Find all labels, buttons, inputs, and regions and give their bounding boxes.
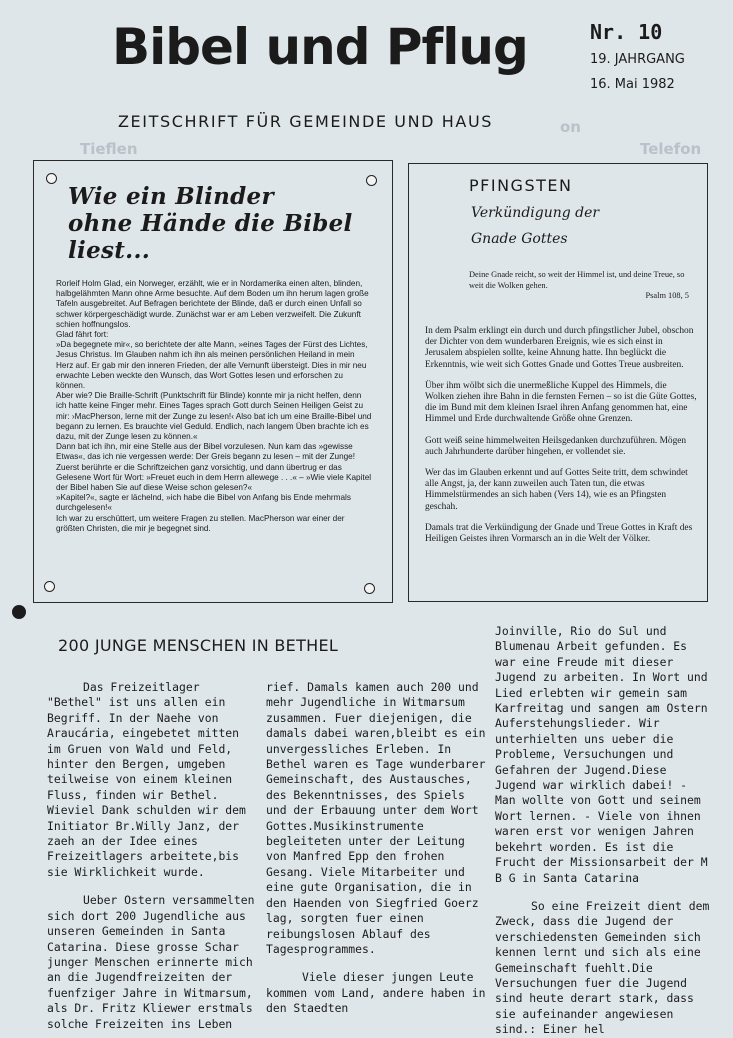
paragraph: Das Freizeitlager "Bethel" ist uns allen ein Begriff. In der Naehe von Araucária, eingebetet mitten im Gruen von Wald und Feld, hinter den Bergen, umgeben teilweise von einem kleinen Fluss, finden wir Bethel. Wieviel Dank schulden wir dem Initiator Br.Willy Janz, der zaeh an der Idee eines Freizeitlagers arbeitete,bis sie Wirklichkeit wurde. [47,680,246,879]
pfingsten-body [425,326,697,555]
bleed-through-text: Telefon [640,140,702,158]
bleed-through-text: Tieflen [80,140,138,158]
ring-ornament-icon [46,173,57,184]
ring-ornament-icon [44,581,55,592]
paragraph: Glad fährt fort: [56,330,109,340]
paragraph: Viele dieser jungen Leute kommen vom Land, andere haben in den Staedten [266,970,486,1016]
masthead-title: Bibel und Pflug [112,18,528,76]
pfingsten-motto [469,270,689,302]
paragraph: »Da begegnete mir«, so berichtete der alte Mann, »eines Tages der Fürst des Lichtes, Jesus Christus. Im Glauben nahm ich ihn als meinen persönlichen Heiland in mein Herz auf. Er gab mir den inneren Frieden, der alle Vernunft übersteigt. Dies in mir neu erwachte Leben weckte den Wunsch, das Wort Gottes lesen und erforschen zu können. [56,340,368,391]
bethel-column-1 [47,680,255,1032]
issue-date: 16. Mai 1982 [590,77,675,92]
pfingsten-box [408,163,708,602]
paragraph: Wer das im Glauben erkennt und auf Gottes Seite tritt, dem schwindet alle Angst, ja, der kann zuweilen auch Taten tun, die etwas Himmelstürmendes an sich haben (Vers 14), wie es an Pfingsten geschah. [425,468,688,512]
motto-text: Deine Gnade reicht, so weit der Himmel ist, und deine Treue, so weit die Wolken gehen. [469,270,685,290]
blind-story-title [68,183,368,264]
pfingsten-subtitle-line: Verkündigung der [471,205,600,221]
paragraph: »Kapitel?«, sagte er lächelnd, »ich habe die Bibel von Anfang bis Ende mehrmals durchgelesen!« [56,493,351,513]
volume-label: 19. JAHRGANG [590,52,685,67]
pfingsten-title: PFINGSTEN [469,176,573,195]
blind-story-body [56,279,374,534]
punch-hole [12,605,26,619]
paragraph: Über ihm wölbt sich die unermeßliche Kuppel des Himmels, die Wolken ziehen ihre Bahn in die fernsten Fernen – so ist die Güte Gottes, die im Bund mit dem kleinen Israel ihren Anfang genommen hat, eine Himmel und Erde durchwaltende Größe ohne Grenzen. [425,380,697,425]
blind-story-box [33,160,393,603]
paragraph: Aber wie? Die Braille-Schrift (Punktschrift für Blinde) konnte mir ja nicht helfen, denn ich hatte keine Finger mehr. Eines Tages sprach Gott durch Seinen Heiligen Geist zu mir: ›MacPherson, lerne mit der Zunge zu lesen!‹ Also bat ich um eine Braille-Bibel und begann zu lernen. Es brauchte viel Geduld. Endlich, nach langem Üben brachte ich es dazu, mit der Zunge lesen zu können.« [56,391,372,442]
paragraph: Joinville, Rio do Sul und Blumenau Arbeit gefunden. Es war eine Freude mit dieser Jugend zu arbeiten. In Wort und Lied erlebten wir gemein sam Karfreitag und sangen am Ostern Auferstehungslieder. Wir unterhielten uns ueber die Probleme, Versuchungen und Gefahren der Jugend.Diese Jugend war wirklich dabei! - Man wollte von Gott und seinem Wort lernen. - Viele von ihnen waren erst vor wenigen Jahren bekehrt worden. Es ist die Frucht der Missionsarbeit der M B G in Santa Catarina [495,624,708,885]
blind-story-title-line: liest... [68,237,151,264]
bethel-column-3 [495,624,710,1038]
pfingsten-subtitle-line: Gnade Gottes [471,231,568,247]
paragraph: Ueber Ostern versammelten sich dort 200 Jugendliche aus unseren Gemeinden in Santa Catarina. Diese grosse Schar junger Menschen erinnerte mich an die Jugendfreizeiten der fuenfziger Jahre in Witmarsum, als Dr. Fritz Kliewer erstmals solche Freizeiten ins Leben [47,893,255,1031]
motto-reference: Psalm 108, 5 [645,291,689,300]
bleed-through-text: on [560,118,581,136]
paragraph: Gott weiß seine himmelweiten Heilsgedanken durchzuführen. Mögen auch Jahrhunderte darüber hingehen, er vollendet sie. [425,435,687,457]
bethel-heading: 200 JUNGE MENSCHEN IN BETHEL [58,636,339,655]
paragraph: Damals trat die Verkündigung der Gnade und Treue Gottes in Kraft des Heiligen Geistes ihren Vormarsch an in die Welt der Völker. [425,522,693,545]
blind-story-title-line: ohne Hände die Bibel [68,210,353,237]
paragraph: rief. Damals kamen auch 200 und mehr Jugendliche in Witmarsum zusammen. Fuer diejenigen, die damals dabei waren,bleibt es ein unvergessliches Erleben. In Bethel waren es Tage wunderbarer Gemeinschaft, des Austausches, des Bekenntnisses, des Spiels und der Erbauung unter dem Wort Gottes.Musikinstrumente begleiteten unter der Leitung von Manfred Epp den frohen Gesang. Viele Mitarbeiter und eine gute Organisation, die in den Haenden von Siegfried Goerz lag, sorgten fuer einen reibungslosen Ablauf des Tagesprogrammes. [266,680,486,956]
issue-number: Nr. 10 [590,20,663,44]
paragraph: So eine Freizeit dient dem Zweck, dass die Jugend der verschiedensten Gemeinden sich kennen lernt und sich als eine Gemeinschaft fuehlt.Die Versuchungen fuer die Jugend sind heute derart stark, dass sie aufeinander angewiesen sind.: Einer hel [495,898,710,1037]
blind-story-title-line: Wie ein Blinder [68,183,274,210]
paragraph: Dann bat ich ihn, mir eine Stelle aus der Bibel vorzulesen. Nun kam das »gewisse Etwas«, das ich nie vergessen werde: Der Greis begann zu lesen – mit der Zunge! Zuerst berührte er die Schriftzeichen ganz vorsichtig, und dann übertrug er das Gelesene Wort für Wort: »Freuet euch in dem Herrn allewege . . .« – »Wie viele Kapitel der Bibel haben Sie auf diese Weise schon gelesen?« [56,442,372,493]
masthead-subtitle: ZEITSCHRIFT FÜR GEMEINDE UND HAUS [118,112,494,131]
pfingsten-subtitle [471,200,691,252]
bethel-column-2 [266,680,486,1017]
paragraph: Ich war zu erschüttert, um weitere Fragen zu stellen. MacPherson war einer der größten Christen, die mir je begegnet sind. [56,513,345,533]
paragraph: In dem Psalm erklingt ein durch und durch pfingstlicher Jubel, obschon der Dichter von dem wunderbaren Ereignis, wie es sich einst in Jerusalem abspielen sollte, keine Ahnung hatte. Ihn beglückt die Erkenntnis, wie weit sich Gottes Gnade und Gottes Treue ausbreiten. [425,326,694,370]
paragraph: Rorleif Holm Glad, ein Norweger, erzählt, wie er in Nordamerika einen alten, blinden, halbgelähmten Mann ohne Arme besuchte. Auf dem Boden um ihn herum lagen große Tafeln ausgebreitet. Auf Befragen berichtete der Blinde, daß er durch einen Unfall so schwer körpergeschädigt wurde. Zunächst war er am Leben verzweifelt. Die Zukunft schien hoffnungslos. [56,279,369,329]
ring-ornament-icon [364,583,375,594]
